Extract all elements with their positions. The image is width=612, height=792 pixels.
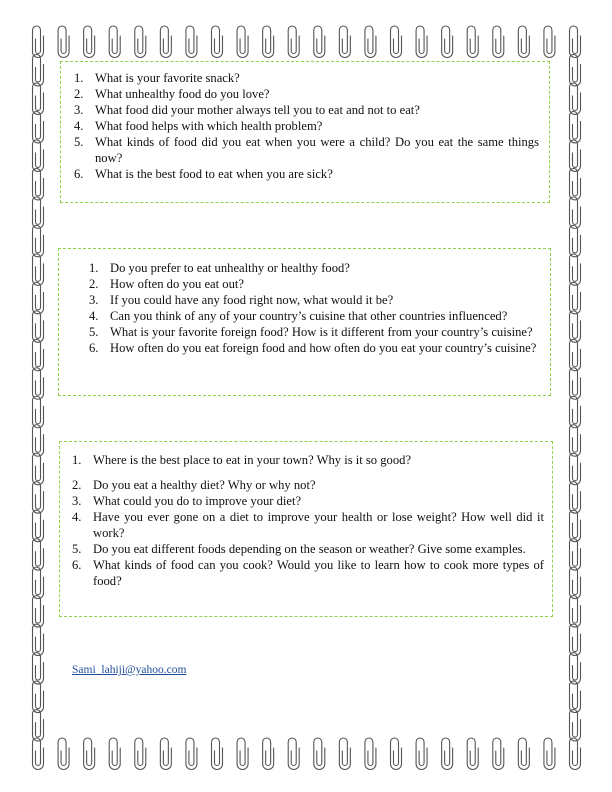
paperclip-icon xyxy=(570,83,581,115)
paperclip-icon xyxy=(570,624,581,656)
paperclip-icon xyxy=(288,26,299,58)
list-item: 1. Do you prefer to eat unhealthy or healthy food? xyxy=(89,261,350,275)
paperclip-icon xyxy=(493,26,504,58)
list-item: 5. Do you eat different foods depending on the season or weather? Give some examples. xyxy=(72,542,526,556)
paperclip-icon xyxy=(33,197,44,229)
paperclip-icon xyxy=(544,738,555,770)
paperclip-icon xyxy=(570,653,581,685)
paperclip-icon xyxy=(391,738,402,770)
list-item: 3. If you could have any food right now, what would it be? xyxy=(89,293,394,307)
paperclip-icon xyxy=(365,26,376,58)
paperclip-icon xyxy=(416,738,427,770)
paperclip-icon xyxy=(33,510,44,542)
paperclip-icon xyxy=(33,26,44,58)
paperclip-icon xyxy=(33,311,44,343)
paperclip-icon xyxy=(570,738,581,770)
paperclip-icon xyxy=(58,26,69,58)
paperclip-icon xyxy=(416,26,427,58)
paperclip-icon xyxy=(570,368,581,400)
paperclip-icon xyxy=(33,140,44,172)
paperclip-icon xyxy=(442,26,453,58)
question-box-2 xyxy=(58,248,551,396)
list-item: 2. How often do you eat out? xyxy=(89,277,244,291)
list-item: 6. What is the best food to eat when you are sick? xyxy=(74,167,333,181)
paperclip-icon xyxy=(33,368,44,400)
paperclip-icon xyxy=(570,168,581,200)
list-item: 2. Do you eat a healthy diet? Why or why not? xyxy=(72,478,316,492)
email-link[interactable]: Sami_lahiji@yahoo.com xyxy=(72,664,187,676)
paperclip-icon xyxy=(33,83,44,115)
paperclip-icon xyxy=(33,738,44,770)
paperclip-icon xyxy=(442,738,453,770)
paperclip-icon xyxy=(570,396,581,428)
paperclip-icon xyxy=(570,710,581,742)
paperclip-icon xyxy=(570,510,581,542)
paperclip-icon xyxy=(365,738,376,770)
paperclip-icon xyxy=(237,26,248,58)
question-list xyxy=(89,260,542,356)
list-item: 3. What food did your mother always tell you to eat and not to eat? xyxy=(74,103,420,117)
paperclip-icon xyxy=(33,282,44,314)
paperclip-icon xyxy=(570,453,581,485)
question-box-1 xyxy=(60,61,550,203)
paperclip-icon xyxy=(160,26,171,58)
paperclip-icon xyxy=(212,26,223,58)
paperclip-icon xyxy=(33,54,44,86)
paperclip-icon xyxy=(58,738,69,770)
paperclip-icon xyxy=(570,54,581,86)
list-item: 1. What is your favorite snack? xyxy=(74,71,240,85)
paperclip-icon xyxy=(391,26,402,58)
paperclip-icon xyxy=(33,653,44,685)
paperclip-icon xyxy=(33,482,44,514)
list-item: 5. What is your favorite foreign food? How is it different from your country’s cuisine? xyxy=(89,325,533,339)
paperclip-icon xyxy=(33,425,44,457)
paperclip-icon xyxy=(570,339,581,371)
paperclip-icon xyxy=(84,738,95,770)
paperclip-icon xyxy=(33,168,44,200)
paperclip-icon xyxy=(314,26,325,58)
list-item: 4. What food helps with which health problem? xyxy=(74,119,323,133)
paperclip-icon xyxy=(186,738,197,770)
paperclip-icon xyxy=(570,282,581,314)
paperclip-icon xyxy=(263,738,274,770)
paperclip-icon xyxy=(467,738,478,770)
paperclip-icon xyxy=(288,738,299,770)
paperclip-icon xyxy=(570,596,581,628)
list-item: 4. Have you ever gone on a diet to improve your health or lose weight? How well did it work? xyxy=(72,510,544,540)
paperclip-icon xyxy=(33,339,44,371)
paperclip-icon xyxy=(570,681,581,713)
paperclip-icon xyxy=(570,567,581,599)
paperclip-icon xyxy=(109,26,120,58)
paperclip-icon xyxy=(570,425,581,457)
paperclip-icon xyxy=(84,26,95,58)
list-item: 6. What kinds of food can you cook? Would you like to learn how to cook more types of food? xyxy=(72,558,544,588)
paperclip-icon xyxy=(570,254,581,286)
paperclip-icon xyxy=(570,140,581,172)
paperclip-icon xyxy=(544,26,555,58)
paperclip-icon xyxy=(237,738,248,770)
paperclip-icon xyxy=(570,197,581,229)
paperclip-icon xyxy=(33,254,44,286)
question-list xyxy=(74,70,539,182)
list-item: 4. Can you think of any of your country’s cuisine that other countries influenced? xyxy=(89,309,508,323)
question-box-3 xyxy=(59,441,553,617)
paperclip-icon xyxy=(570,111,581,143)
list-item: 3. What could you do to improve your diet? xyxy=(72,494,302,508)
paperclip-icon xyxy=(160,738,171,770)
paperclip-icon xyxy=(339,738,350,770)
paperclip-icon xyxy=(212,738,223,770)
paperclip-icon xyxy=(518,738,529,770)
paperclip-icon xyxy=(467,26,478,58)
paperclip-icon xyxy=(33,225,44,256)
paperclip-icon xyxy=(570,26,581,58)
paperclip-icon xyxy=(33,567,44,599)
paperclip-icon xyxy=(33,453,44,485)
paperclip-icon xyxy=(339,26,350,58)
paperclip-icon xyxy=(33,624,44,656)
list-item: 2. What unhealthy food do you love? xyxy=(74,87,270,101)
list-item: 6. How often do you eat foreign food and how often do you eat your country’s cuisine? xyxy=(89,341,537,355)
paperclip-icon xyxy=(263,26,274,58)
paperclip-icon xyxy=(135,26,146,58)
question-list xyxy=(72,452,544,589)
paperclip-icon xyxy=(135,738,146,770)
paperclip-icon xyxy=(33,396,44,428)
list-item: 5. What kinds of food did you eat when you were a child? Do you eat the same things now? xyxy=(74,135,539,165)
paperclip-icon xyxy=(186,26,197,58)
paperclip-icon xyxy=(33,710,44,742)
paperclip-icon xyxy=(518,26,529,58)
paperclip-icon xyxy=(570,482,581,514)
paperclip-icon xyxy=(109,738,120,770)
paperclip-icon xyxy=(314,738,325,770)
paperclip-icon xyxy=(33,681,44,713)
paperclip-icon xyxy=(33,111,44,143)
paperclip-icon xyxy=(33,596,44,628)
paperclip-icon xyxy=(570,311,581,343)
paperclip-icon xyxy=(493,738,504,770)
paperclip-icon xyxy=(570,539,581,571)
paperclip-icon xyxy=(570,225,581,256)
list-item: 1. Where is the best place to eat in your town? Why is it so good? xyxy=(72,453,412,467)
paperclip-icon xyxy=(33,539,44,571)
